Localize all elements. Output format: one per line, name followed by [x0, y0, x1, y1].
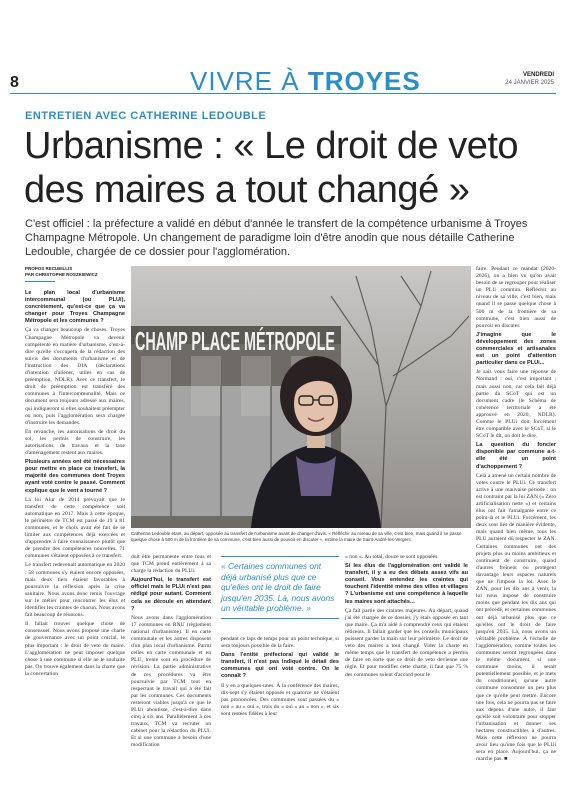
byline-rule — [25, 281, 55, 282]
photo-sign-text: CHAMP PLACE MÉTROPOLE — [135, 326, 335, 356]
pull-quote-text: « Certaines communes ont déjà urbanisé plus que ce qu'elles ont le droit de faire jusqu'en 2035. Là, nous avons un véritable problème. » — [221, 561, 335, 614]
section-prefix: VIVRE À — [190, 66, 300, 96]
pull-quote-rule-bottom — [221, 618, 339, 619]
answer-paragraph: « non ». Au total, douze se sont opposées. — [345, 554, 439, 560]
article-standfirst: C'est officiel : la préfecture a validé en début d'année le transfert de la compétence urbanisme à Troyes Champagne Métropole. Un changement de paradigme loin d'être anodin que nous détaille Catherine Ledouble, chargée de ce dossier pour l'agglomération. — [25, 218, 528, 258]
question-paragraph: Dans l'entité préfectoral qui validé le transfert, il n'est pas indiqué le détail des communes qui ont voté contre. On le connaît ? — [221, 652, 339, 680]
answer-paragraph: pendant ce laps de temps pour un point technique, si sera toujours possible de la faire. — [221, 636, 339, 650]
issue-date: 24 JANVIER 2025 — [505, 80, 554, 86]
answer-paragraph: Nous avons dans l'agglomération 17 communes en RNU (règlement national d'urbanisme). Il en carte communale et les autres disposent d'un plan local d'urbanisme. Parmi celles en carte communale et en PLU, trente sont en procédure de révision. La partie administrative de ces procédures va être poursuivie par TCM tout en respectant le travail qui a été fait par les communes. Ces documents resteront viables jusqu'à ce que le PLUi aboutisse, c'est-à-dire dans cinq à six ans. Parallèlement à ces travaux, TCM va recruter un cabinet pour la rédaction du PLUi. Et si une commune a besoin d'une modification — [131, 614, 211, 749]
column-3 — [345, 554, 468, 681]
photo-caption: Catherine Ledouble étant, au départ, opposée au transfert de l'urbanisme avant de changer d'avis. « Réfléchir au niveau de sa ville, c'est bien, mais quand il se passe quelque chose à 500 m de la frontière de sa commune, c'est bien aussi de pouvoir en discuter », estime la maire de Saint-André-les-Vergers. — [131, 531, 462, 542]
answer-paragraph: Ça va changer beaucoup de choses. Troyes Champagne Métropole va devenir compétente en matière d'urbanisme, c'est-à-dire qu'elle s'occupera de la rédaction des suivis des documents d'urbanisme et de l'instruction des DIA (déclarations d'intention d'aliéner, utiles en cas de préemption, NDLR). Avec ce transfert, le droit de préemption est transféré des communes à l'intercommunalité. Mais ce document sera toujours adressé aux maires, qui indiqueront si elles souhaitent préempter ou non, puis l'agglomération sera chargée d'instruire les demandes. — [25, 327, 125, 426]
answer-paragraph: Il y en a quelques-unes. À la conférence des maires, dix-sept s'y étaient opposés et quatorze ne s'étaient pas prononcées. Des communes sont passées du « non » au « oui », trois du « oui » au « non », et six sont restées fidèles à leur — [221, 682, 339, 717]
column-2b — [221, 636, 339, 720]
question-paragraph: Plusieurs années ont été nécessaires pour mettre en place ce transfert, la majorité des communes dont Troyes ayant voté contre le passé. Comment explique que le vent a tourné ? — [25, 459, 125, 494]
byline — [25, 266, 125, 282]
photo-illustration — [131, 266, 471, 528]
article-kicker: ENTRETIEN AVEC CATHERINE LEDOUBLE — [25, 110, 267, 122]
column-1 — [25, 290, 125, 680]
issue-day: VENDREDI — [522, 72, 554, 78]
column-4 — [476, 266, 556, 765]
column-2 — [131, 554, 211, 752]
answer-paragraph: Il fallait trouver quelque chose de consensuel. Nous avons proposé une charte de gouvernance avec un point crucial, le plus important : le droit de veto du maire. L'agglomération ne peut imposer quelque chose à une commune si elle ne le souhaite pas. On trouve également dans la charte que la concertation — [25, 621, 125, 677]
pull-quote — [221, 556, 339, 619]
byline-author: PAR CHRISTOPHE ROSZKIEWICZ — [25, 272, 98, 277]
answer-paragraph: doit être permanente entre tous et que TCM prend entièrement à sa charge la rédaction du PLUi. — [131, 554, 211, 575]
section-city: TROYES — [307, 66, 421, 96]
question-paragraph: Aujourd'hui, le transfert est officiel mais le PLUi n'est pas rédigé pour autant. Comment cela se déroule en attendant ? — [131, 577, 211, 612]
question-paragraph: Si les élus de l'agglomération ont validé le transfert, il y a eu des débats assez vifs au conseil. Vous entendez les craintes qui touchent l'identité même des villes et villages ? L'urbanisme est une compétence à laquelle les maires sont attachés... — [345, 563, 468, 605]
answer-paragraph: Je sais vous faire une réponse de Normand : oui, c'est important ; mais aussi non, car cela fait déjà partie du SCoT qui est un document cadre (le Schéma de cohérence territoriale a été approuvé en 2020, NDLR). Comme le PLUi doit forcément être compatible avec le SCoT, si le SCoT le dit, on doit le dire. — [476, 369, 556, 440]
answer-paragraph: Le transfert redevenait automatique en 2020 : 58 communes s'y étaient encore opposées, mais deux tiers étaient favorables à poursuivre la réflexion après la crise sanitaire. Nous avons donc remis l'ouvrage sur le métier pour rencontrer les élus et identifier les craintes de chacun. Nous avons fait beaucoup de réunions. — [25, 562, 125, 619]
answer-paragraph: La loi Alur de 2014 prévoyait que le transfert de cette compétence soit automatique en 2017. Mais à cette époque, le périmètre de TCM est passé de 19 à 81 communes, et le choix avait été fait de se limiter aux compétences déjà exercées et d'apprendre à faire connaissance plutôt que de prendre des compétences nouvelles. 71 communes s'étaient opposées à ce transfert. — [25, 496, 125, 560]
portrait-photo — [131, 266, 471, 528]
answer-paragraph: faire. Pendant ce mandat (2020-2026), on a bien vu qu'on avait besoin de se regrouper pour réaliser un PLU commun. Réfléchir au niveau de sa ville, c'est bien, mais quand il se passe quelque chose à 500 m de la frontière de sa commune, c'est bien aussi de pouvoir en discuter. — [476, 266, 556, 329]
answer-paragraph: En revanche, les autorisations de droit du sol, les permis de construire, les autorisations de travaux et la taxe d'aménagement restent aux maires. — [25, 428, 125, 457]
article-headline: Urbanisme : « Le droit de veto des maires a tout changé » — [24, 125, 519, 211]
pull-quote-rule-top — [221, 556, 339, 557]
page-number: 8 — [10, 74, 19, 91]
header-rule — [10, 93, 556, 94]
question-paragraph: J'imagine que le développement des zones commerciales et artisanales est un point d'attention particulier dans ce PLUi... — [476, 331, 556, 367]
question-paragraph: Le plan local d'urbanisme intercommunal (ou PLUi), concrètement, qu'est-ce que ça va changer pour Troyes Champagne Métropole et les communes ? — [25, 290, 125, 325]
answer-paragraph: Cela a amené un certain nombre de votes contre le PLUi. Ce transfert arrive à une mauvaise période : on est contraint par la loi ZAN (« Zéro artificialisation nette ») et certains élus ont fait l'amalgame entre ce point-là et le PLUi. Forcément, les deux sont liés de manière évidente, mais quand bien même, tous les PLU auraient dû respecter le ZAN. Certaines communes ont des projets plus ou moins ambitieux et continuent de construire, quand d'autres freinent ou protègent davantage leurs espaces naturels que ne l'impose la loi. Avec le ZAN, pour les dix ans à venir, la loi nous impose de construire moins que pendant les dix ans qui ont précédé, et certaines communes ont déjà urbanisé plus que ce qu'elles ont le droit de faire jusqu'en 2035. Là, nous avons un véritable problème. À l'échelle de l'agglomération, comme toutes les communes seront regroupées dans le même document, si une commune moins, il serait potentiellement possible, et je mets du conditionnel, qu'une autre commune consomme un peu plus que ce qu'elle peut mettre. Encore une fois, cela ne pourra pas se faire aux dépens d'une autre, il faut qu'elle soit volontaire pour stopper l'urbanisation et donner ses hectares constructibles à d'autres. Mais cette réflexion ne pourra avoir lieu qu'une fois que le PLUi sera en place. Aujourd'hui, ça ne marche pas. ■ — [476, 472, 556, 763]
answer-paragraph: Ça fait partie des craintes majeures. Au départ, quand j'ai été chargée de ce dossier, j'y étais opposée en tant que maire. Ça m'a aidé à comprendre ceux qui étaient réticents. Il fallait garder que les conseils municipaux puissent garder la main sur leur périmètre. Le droit de veto des maires a tout changé. Vider la charte en même temps que le transfert de compétence a permis de faire en sorte que ce droit de veto devienne une règle. Et pour modifier cette charte, il faut que 75 % des communes soient d'accord pour le — [345, 607, 468, 678]
byline-line: PROPOS RECUEILLIS — [25, 266, 73, 271]
question-paragraph: La question du foncier disponible par commune a-t-elle été un point d'achoppement ? — [476, 442, 556, 470]
